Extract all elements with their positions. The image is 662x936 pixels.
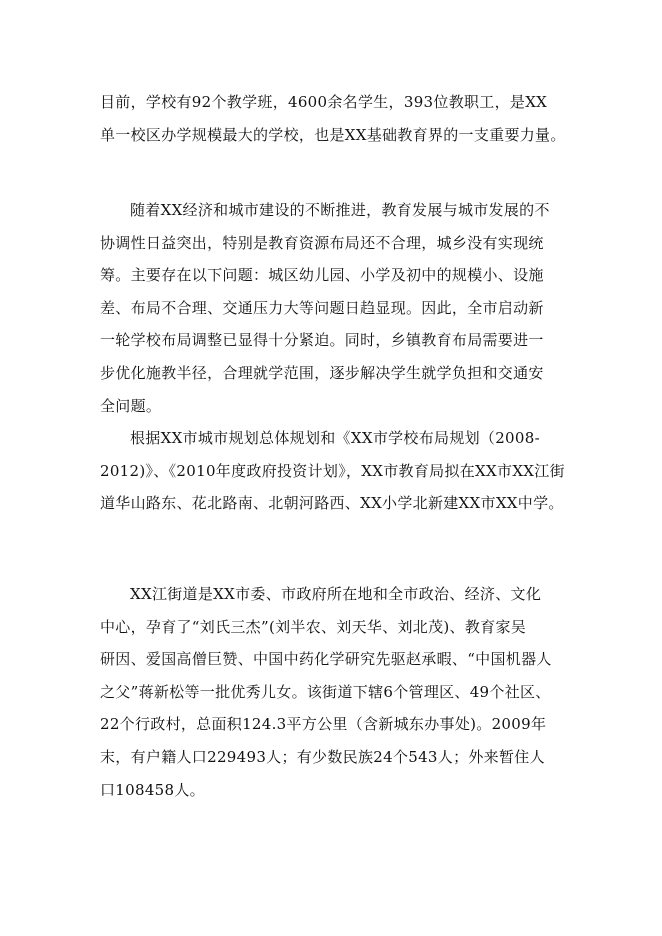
paragraph-planning-basis [100, 422, 570, 520]
text-line: 差、布局不合理、交通压力大等问题日趋显现。因此，全市启动新 [100, 298, 544, 317]
text-line: 筹。主要存在以下问题：城区幼儿园、小学及初中的规模小、设施 [100, 266, 544, 285]
text-line: 全问题。 [100, 396, 162, 415]
text-line: 一轮学校布局调整已显得十分紧迫。同时，乡镇教育布局需要进一 [100, 331, 544, 350]
text-line: 口108458人。 [100, 780, 205, 799]
text-line: 协调性日益突出，特别是教育资源布局还不合理，城乡没有实现统 [100, 233, 544, 252]
text-line: 22个行政村，总面积124.3平方公里（含新城东办事处)。2009年 [100, 715, 547, 734]
text-line: 根据XX市城市规划总体规划和《XX市学校布局规划（2008- [130, 429, 540, 447]
text-line: 研因、爱国高僧巨赞、中国中药化学研究先驱赵承暇、“中国机器人 [100, 650, 552, 669]
text-line: 随着XX经济和城市建设的不断推进，教育发展与城市发展的不 [130, 201, 550, 219]
text-line: 中心，孕育了“刘氏三杰”(刘半农、刘天华、刘北茂)、教育家吴 [100, 617, 527, 636]
text-line: 末，有户籍人口229493人；有少数民族24个543人；外来暂住人 [100, 747, 545, 766]
text-line: 步优化施教半径，合理就学范围，逐步解决学生就学负担和交通安 [100, 363, 544, 382]
text-line: 之父”蒋新松等一批优秀儿女。该街道下辖6个管理区、49个社区、 [100, 682, 551, 701]
paragraph-school-overview [100, 86, 570, 151]
text-line: 2012)》、《2010年度政府投资计划》，XX市教育局拟在XX市XX江街 [100, 461, 565, 480]
text-line: 单一校区办学规模最大的学校，也是XX基础教育界的一支重要力量。 [100, 125, 566, 144]
paragraph-development-background [100, 194, 570, 422]
paragraph-district-profile [100, 578, 570, 806]
text-line: 道华山路东、花北路南、北朝河路西、XX小学北新建XX市XX中学。 [100, 494, 564, 513]
text-line: 目前，学校有92个教学班，4600余名学生，393位教职工，是XX [100, 93, 548, 111]
text-line: XX江街道是XX市委、市政府所在地和全市政治、经济、文化 [130, 585, 542, 603]
